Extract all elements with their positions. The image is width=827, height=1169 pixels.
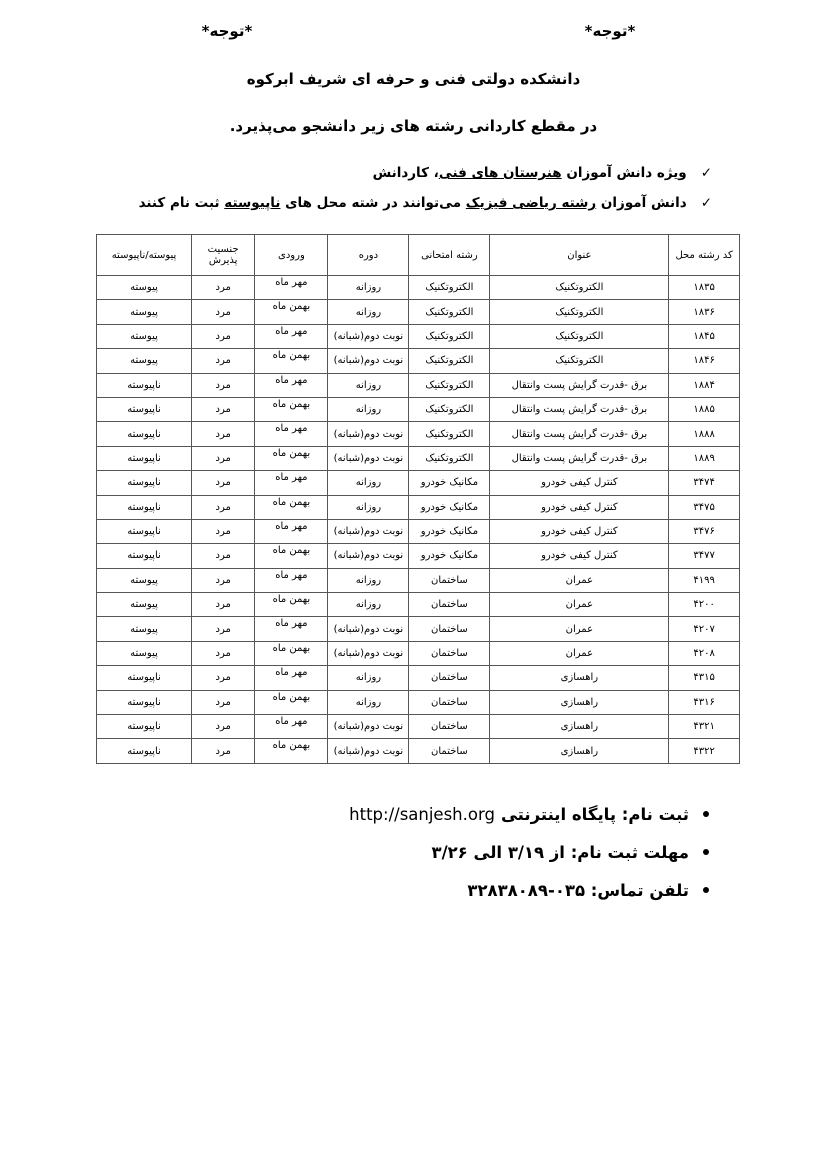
courses-table bbox=[96, 234, 740, 764]
cell-type: پیوسته bbox=[97, 300, 192, 324]
cell-type: پیوسته bbox=[97, 593, 192, 617]
table-row bbox=[97, 373, 740, 397]
cell-major: الکتروتکنیک bbox=[409, 373, 490, 397]
table-row bbox=[97, 471, 740, 495]
cell-code: ۱۸۳۶ bbox=[669, 300, 740, 324]
cell-gender: مرد bbox=[192, 641, 255, 665]
table-row bbox=[97, 715, 740, 739]
cell-type: ناپیوسته bbox=[97, 519, 192, 543]
check-2-underlined-2: ناپیوسته bbox=[224, 195, 281, 211]
table-row bbox=[97, 593, 740, 617]
cell-period: نوبت دوم(شبانه) bbox=[328, 715, 409, 739]
cell-major: ساختمان bbox=[409, 690, 490, 714]
cell-title: عمران bbox=[490, 593, 669, 617]
page-title: دانشکده دولتی فنی و حرفه ای شریف ابرکوه bbox=[246, 70, 581, 88]
check-icon: ✓ bbox=[700, 195, 712, 211]
cell-period: روزانه bbox=[328, 666, 409, 690]
cell-major: الکتروتکنیک bbox=[409, 446, 490, 470]
cell-code: ۴۳۱۵ bbox=[669, 666, 740, 690]
cell-intake: مهر ماه bbox=[255, 276, 328, 300]
cell-period: نوبت دوم(شبانه) bbox=[328, 324, 409, 348]
info-label: ثبت نام: پایگاه اینترنتی bbox=[500, 804, 689, 824]
cell-major: ساختمان bbox=[409, 715, 490, 739]
cell-intake: مهر ماه bbox=[255, 568, 328, 592]
cell-period: نوبت دوم(شبانه) bbox=[328, 617, 409, 641]
cell-type: ناپیوسته bbox=[97, 690, 192, 714]
cell-major: ساختمان bbox=[409, 617, 490, 641]
check-2-prefix: دانش آموزان bbox=[596, 195, 687, 211]
cell-title: کنترل کیفی خودرو bbox=[490, 519, 669, 543]
cell-intake: بهمن ماه bbox=[255, 397, 328, 421]
cell-major: ساختمان bbox=[409, 641, 490, 665]
table-row bbox=[97, 519, 740, 543]
header-type: پیوسته/ناپیوسته bbox=[97, 235, 192, 276]
cell-major: ساختمان bbox=[409, 568, 490, 592]
cell-period: روزانه bbox=[328, 276, 409, 300]
check-1-prefix: ویژه دانش آموزان bbox=[561, 165, 687, 181]
cell-period: نوبت دوم(شبانه) bbox=[328, 349, 409, 373]
table-row bbox=[97, 446, 740, 470]
cell-gender: مرد bbox=[192, 495, 255, 519]
cell-type: ناپیوسته bbox=[97, 373, 192, 397]
notice-left: *توجه* bbox=[201, 22, 253, 40]
cell-type: ناپیوسته bbox=[97, 739, 192, 763]
cell-type: پیوسته bbox=[97, 324, 192, 348]
cell-code: ۳۴۷۶ bbox=[669, 519, 740, 543]
cell-code: ۱۸۴۵ bbox=[669, 324, 740, 348]
cell-type: پیوسته bbox=[97, 641, 192, 665]
check-1-suffix: ، کاردانش bbox=[372, 165, 439, 181]
cell-major: مکانیک خودرو bbox=[409, 519, 490, 543]
cell-period: نوبت دوم(شبانه) bbox=[328, 544, 409, 568]
cell-gender: مرد bbox=[192, 276, 255, 300]
cell-title: الکتروتکنیک bbox=[490, 349, 669, 373]
cell-period: روزانه bbox=[328, 593, 409, 617]
cell-title: راهسازی bbox=[490, 715, 669, 739]
cell-gender: مرد bbox=[192, 593, 255, 617]
cell-title: عمران bbox=[490, 617, 669, 641]
cell-intake: بهمن ماه bbox=[255, 495, 328, 519]
table-row bbox=[97, 690, 740, 714]
table-row bbox=[97, 324, 740, 348]
cell-gender: مرد bbox=[192, 373, 255, 397]
website-link[interactable]: http://sanjesh.org bbox=[349, 804, 495, 824]
cell-type: پیوسته bbox=[97, 276, 192, 300]
cell-type: ناپیوسته bbox=[97, 471, 192, 495]
cell-major: مکانیک خودرو bbox=[409, 471, 490, 495]
cell-gender: مرد bbox=[192, 715, 255, 739]
header-major: رشته امتحانی bbox=[409, 235, 490, 276]
cell-code: ۳۴۷۴ bbox=[669, 471, 740, 495]
cell-intake: بهمن ماه bbox=[255, 593, 328, 617]
cell-title: الکتروتکنیک bbox=[490, 300, 669, 324]
cell-title: الکتروتکنیک bbox=[490, 276, 669, 300]
cell-major: مکانیک خودرو bbox=[409, 544, 490, 568]
notice-right: *توجه* bbox=[584, 22, 636, 40]
cell-type: ناپیوسته bbox=[97, 666, 192, 690]
bullet-icon bbox=[703, 811, 709, 817]
cell-title: کنترل کیفی خودرو bbox=[490, 495, 669, 519]
cell-gender: مرد bbox=[192, 324, 255, 348]
table-row bbox=[97, 641, 740, 665]
cell-title: عمران bbox=[490, 568, 669, 592]
table-row bbox=[97, 422, 740, 446]
cell-code: ۳۴۷۷ bbox=[669, 544, 740, 568]
cell-intake: بهمن ماه bbox=[255, 300, 328, 324]
cell-intake: بهمن ماه bbox=[255, 690, 328, 714]
cell-major: ساختمان bbox=[409, 739, 490, 763]
cell-gender: مرد bbox=[192, 471, 255, 495]
cell-type: ناپیوسته bbox=[97, 397, 192, 421]
cell-major: الکتروتکنیک bbox=[409, 397, 490, 421]
cell-intake: مهر ماه bbox=[255, 617, 328, 641]
check-2-underlined: رشته ریاضی فیزیک bbox=[465, 195, 597, 211]
header-gender: جنسیت پذیرش bbox=[192, 235, 255, 276]
table-row bbox=[97, 300, 740, 324]
cell-intake: مهر ماه bbox=[255, 471, 328, 495]
header-period: دوره bbox=[328, 235, 409, 276]
cell-code: ۴۲۰۷ bbox=[669, 617, 740, 641]
table-row bbox=[97, 666, 740, 690]
cell-period: روزانه bbox=[328, 495, 409, 519]
cell-gender: مرد bbox=[192, 397, 255, 421]
cell-intake: بهمن ماه bbox=[255, 349, 328, 373]
cell-code: ۱۸۸۵ bbox=[669, 397, 740, 421]
cell-intake: مهر ماه bbox=[255, 666, 328, 690]
cell-code: ۴۲۰۸ bbox=[669, 641, 740, 665]
cell-intake: بهمن ماه bbox=[255, 544, 328, 568]
check-2-suffix: ثبت نام کنند bbox=[138, 195, 225, 211]
cell-title: کنترل کیفی خودرو bbox=[490, 544, 669, 568]
cell-gender: مرد bbox=[192, 739, 255, 763]
cell-title: برق -قدرت گرایش پست وانتقال bbox=[490, 446, 669, 470]
cell-major: الکتروتکنیک bbox=[409, 349, 490, 373]
cell-title: راهسازی bbox=[490, 739, 669, 763]
cell-major: مکانیک خودرو bbox=[409, 495, 490, 519]
cell-title: برق -قدرت گرایش پست وانتقال bbox=[490, 422, 669, 446]
table-header-row bbox=[97, 235, 740, 276]
cell-major: الکتروتکنیک bbox=[409, 422, 490, 446]
table-row bbox=[97, 349, 740, 373]
cell-intake: بهمن ماه bbox=[255, 446, 328, 470]
info-list bbox=[349, 803, 709, 917]
cell-gender: مرد bbox=[192, 617, 255, 641]
cell-title: عمران bbox=[490, 641, 669, 665]
cell-type: پیوسته bbox=[97, 349, 192, 373]
cell-title: برق -قدرت گرایش پست وانتقال bbox=[490, 373, 669, 397]
cell-major: ساختمان bbox=[409, 666, 490, 690]
table-body bbox=[97, 276, 740, 764]
cell-code: ۱۸۳۵ bbox=[669, 276, 740, 300]
cell-intake: بهمن ماه bbox=[255, 739, 328, 763]
cell-code: ۱۸۸۹ bbox=[669, 446, 740, 470]
cell-title: راهسازی bbox=[490, 666, 669, 690]
table-row bbox=[97, 617, 740, 641]
table-row bbox=[97, 397, 740, 421]
cell-gender: مرد bbox=[192, 300, 255, 324]
cell-gender: مرد bbox=[192, 422, 255, 446]
header-code: کد رشته محل bbox=[669, 235, 740, 276]
cell-intake: مهر ماه bbox=[255, 373, 328, 397]
table-row bbox=[97, 495, 740, 519]
cell-period: نوبت دوم(شبانه) bbox=[328, 446, 409, 470]
cell-code: ۱۸۴۶ bbox=[669, 349, 740, 373]
table-row bbox=[97, 568, 740, 592]
cell-period: نوبت دوم(شبانه) bbox=[328, 422, 409, 446]
cell-type: پیوسته bbox=[97, 617, 192, 641]
table-row bbox=[97, 739, 740, 763]
cell-code: ۱۸۸۴ bbox=[669, 373, 740, 397]
cell-period: روزانه bbox=[328, 300, 409, 324]
cell-period: روزانه bbox=[328, 568, 409, 592]
cell-gender: مرد bbox=[192, 446, 255, 470]
cell-code: ۴۳۲۱ bbox=[669, 715, 740, 739]
cell-type: ناپیوسته bbox=[97, 446, 192, 470]
cell-intake: بهمن ماه bbox=[255, 641, 328, 665]
cell-period: روزانه bbox=[328, 471, 409, 495]
cell-major: الکتروتکنیک bbox=[409, 300, 490, 324]
bullet-icon bbox=[703, 887, 709, 893]
eligibility-line-1 bbox=[373, 165, 712, 181]
cell-gender: مرد bbox=[192, 349, 255, 373]
info-item bbox=[349, 841, 709, 863]
cell-gender: مرد bbox=[192, 519, 255, 543]
cell-type: پیوسته bbox=[97, 568, 192, 592]
cell-period: روزانه bbox=[328, 397, 409, 421]
header-title: عنوان bbox=[490, 235, 669, 276]
cell-intake: مهر ماه bbox=[255, 715, 328, 739]
cell-intake: مهر ماه bbox=[255, 422, 328, 446]
info-label: مهلت ثبت نام: از ۳/۱۹ الی ۳/۲۶ bbox=[431, 842, 689, 862]
cell-intake: مهر ماه bbox=[255, 324, 328, 348]
table-row bbox=[97, 276, 740, 300]
page-subtitle: در مقطع کاردانی رشته های زیر دانشجو می‌پذیرد. bbox=[229, 117, 598, 135]
cell-type: ناپیوسته bbox=[97, 715, 192, 739]
cell-title: الکتروتکنیک bbox=[490, 324, 669, 348]
cell-gender: مرد bbox=[192, 568, 255, 592]
cell-type: ناپیوسته bbox=[97, 422, 192, 446]
cell-code: ۴۳۱۶ bbox=[669, 690, 740, 714]
cell-period: نوبت دوم(شبانه) bbox=[328, 641, 409, 665]
cell-type: ناپیوسته bbox=[97, 544, 192, 568]
cell-title: برق -قدرت گرایش پست وانتقال bbox=[490, 397, 669, 421]
info-item bbox=[349, 879, 709, 901]
check-1-underlined: هنرستان های فنی bbox=[438, 165, 562, 181]
table-row bbox=[97, 544, 740, 568]
cell-period: روزانه bbox=[328, 373, 409, 397]
cell-title: کنترل کیفی خودرو bbox=[490, 471, 669, 495]
cell-gender: مرد bbox=[192, 666, 255, 690]
cell-code: ۱۸۸۸ bbox=[669, 422, 740, 446]
cell-major: الکتروتکنیک bbox=[409, 324, 490, 348]
eligibility-line-2 bbox=[139, 195, 712, 211]
cell-intake: مهر ماه bbox=[255, 519, 328, 543]
bullet-icon bbox=[703, 849, 709, 855]
cell-code: ۴۱۹۹ bbox=[669, 568, 740, 592]
cell-period: نوبت دوم(شبانه) bbox=[328, 739, 409, 763]
cell-period: نوبت دوم(شبانه) bbox=[328, 519, 409, 543]
info-item bbox=[349, 803, 709, 825]
cell-major: ساختمان bbox=[409, 593, 490, 617]
header-intake: ورودی bbox=[255, 235, 328, 276]
cell-major: الکتروتکنیک bbox=[409, 276, 490, 300]
check-icon: ✓ bbox=[700, 165, 712, 181]
cell-period: روزانه bbox=[328, 690, 409, 714]
cell-gender: مرد bbox=[192, 544, 255, 568]
cell-gender: مرد bbox=[192, 690, 255, 714]
cell-code: ۳۴۷۵ bbox=[669, 495, 740, 519]
cell-code: ۴۳۲۲ bbox=[669, 739, 740, 763]
cell-title: راهسازی bbox=[490, 690, 669, 714]
cell-type: ناپیوسته bbox=[97, 495, 192, 519]
info-label: تلفن تماس: ۰۳۵-۳۲۸۳۸۰۸۹ bbox=[467, 880, 689, 900]
cell-code: ۴۲۰۰ bbox=[669, 593, 740, 617]
check-2-middle: می‌توانند در شته محل های bbox=[280, 195, 466, 211]
